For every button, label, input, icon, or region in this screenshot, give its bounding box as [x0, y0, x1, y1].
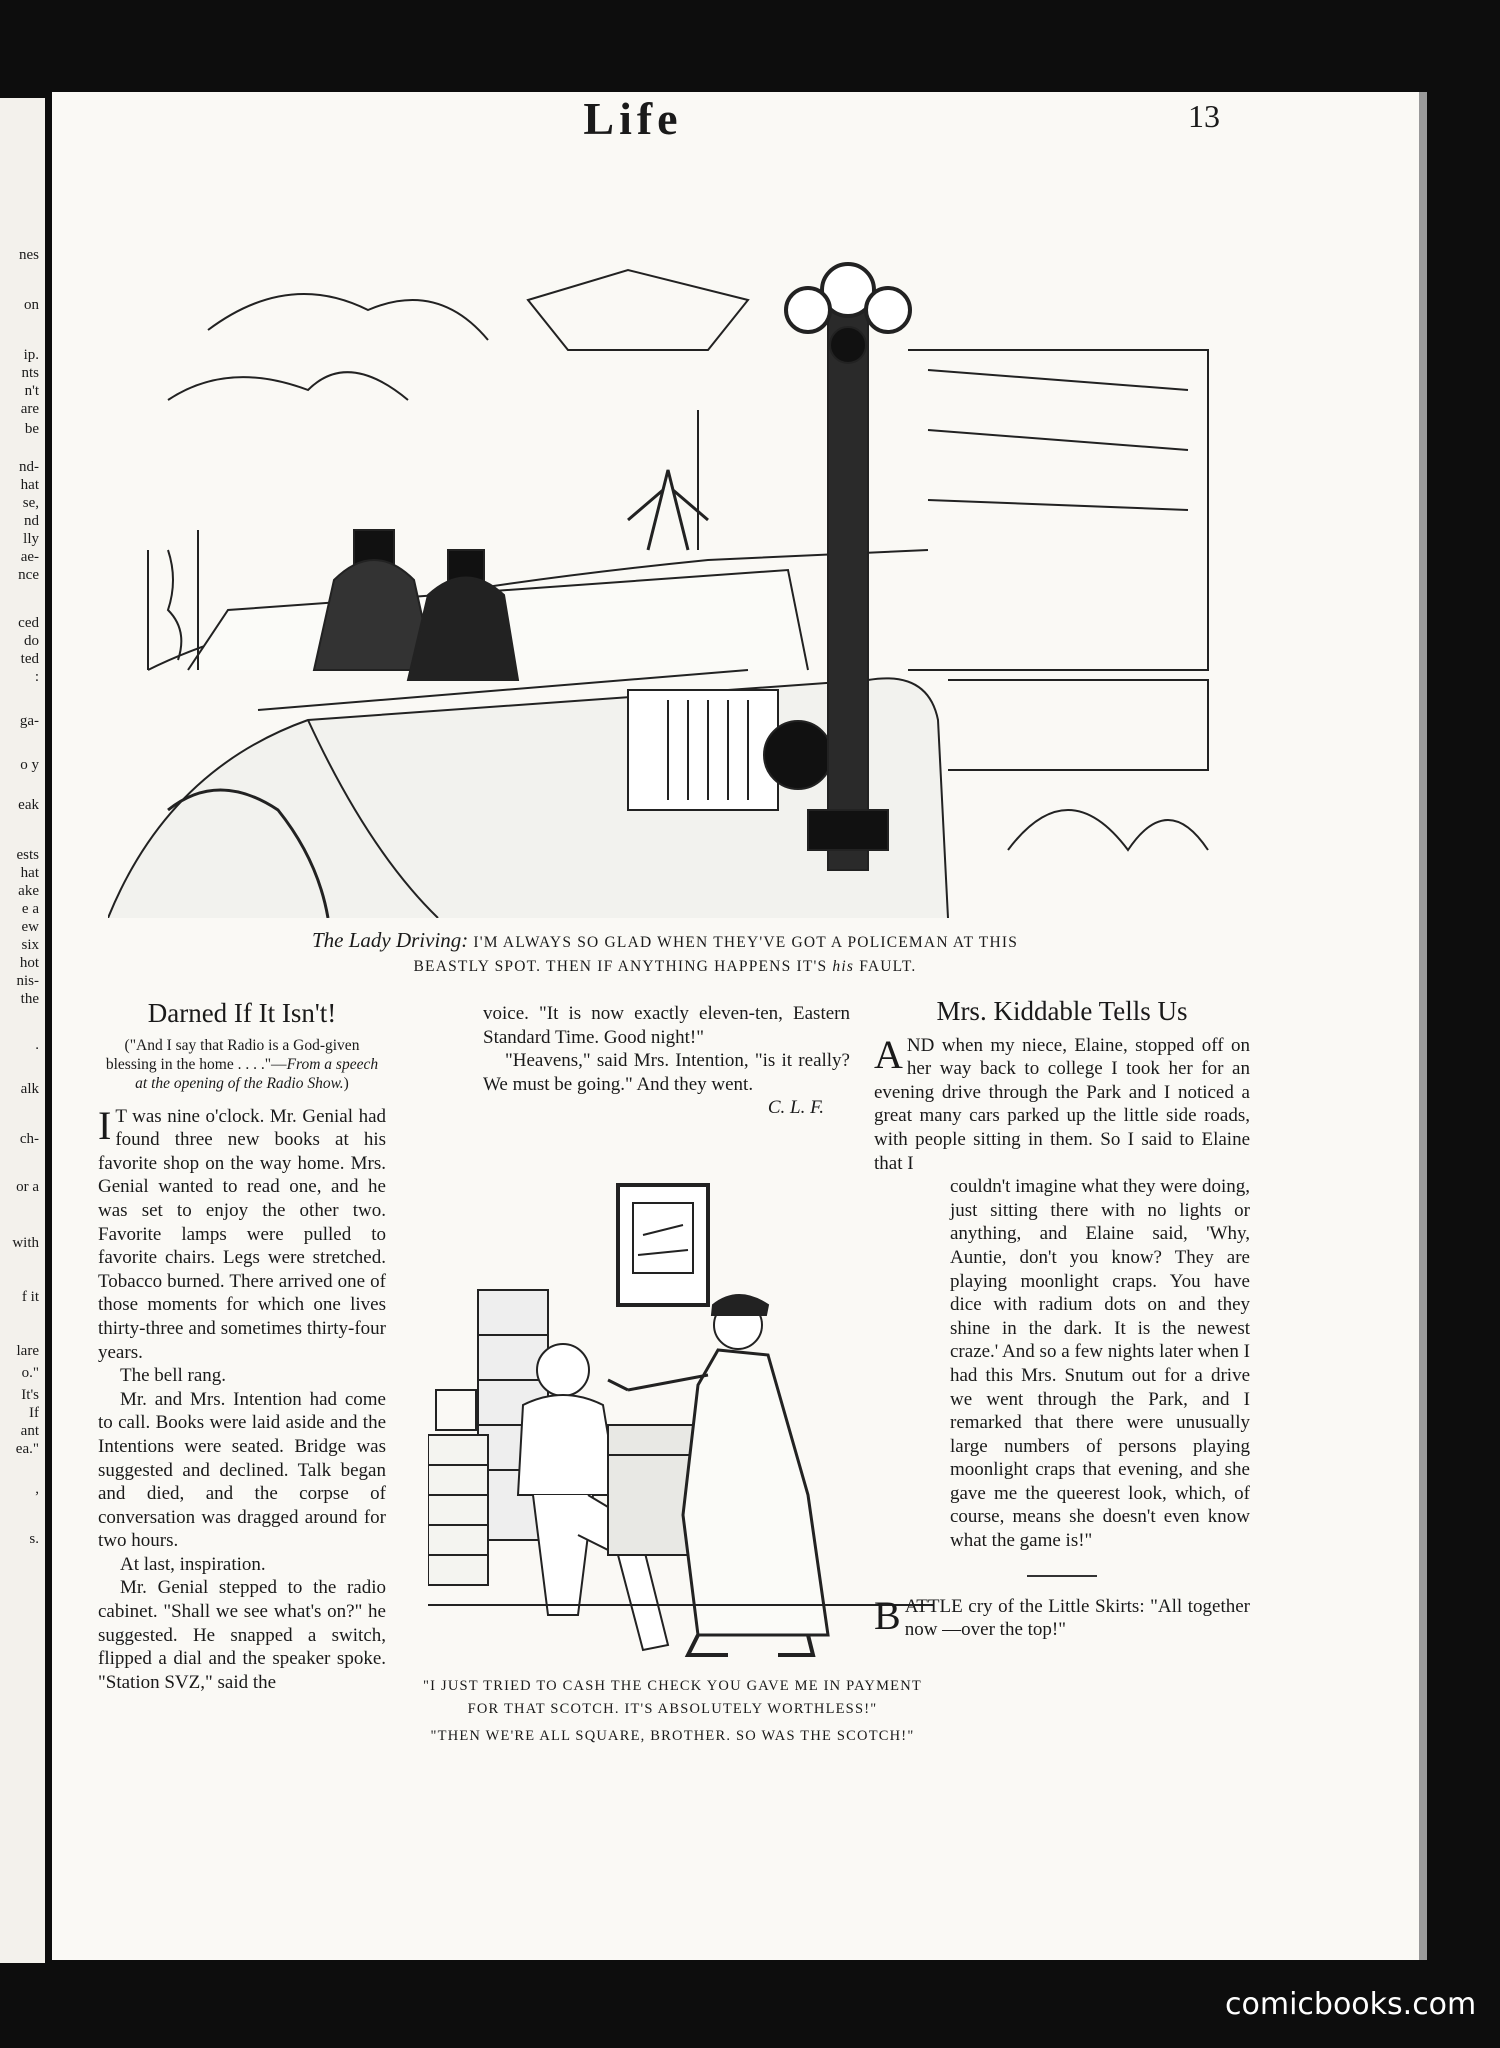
spine-text-fragment: with [12, 1235, 39, 1251]
top-cartoon-illustration [108, 250, 1218, 918]
spine-text-fragment: lare [16, 1343, 39, 1359]
epigraph-source: From a speech at the opening of the Radio Show. [135, 1055, 379, 1092]
spine-text-fragment: n't [24, 383, 39, 399]
spine-text-fragment: hat [20, 477, 39, 493]
article-title-kiddable: Mrs. Kiddable Tells Us [936, 996, 1188, 1026]
spine-text-fragment: ew [21, 919, 39, 935]
article-darned-continued [483, 1002, 850, 1120]
spine-text-fragment: eak [18, 797, 39, 813]
article2-paragraph-1b: couldn't imagine what they were doing, just sitting there with no lights or anything, and Elaine said, 'Why, Auntie, don't you know? They are playing moonlight craps. You have dice with radium dots on and they shine in the dark. It is the newest craze.' And so a few nights later when I had this Mrs. Snutum out for a drive we went through the Park, and I remarked that there were unusually large numbers of persons playing moonlight craps that evening, and she gave me the queerest look, which, of course, means she doesn't even know what the game is!" [950, 1176, 1250, 1552]
spine-text-fragment: alk [20, 1081, 39, 1097]
filler-text: ATTLE cry of the Little Skirts: "All together now —over the top!" [904, 1595, 1250, 1641]
article2-paragraph-1a: ND when my niece, Elaine, stopped off on her way back to college I took her for an evening drive through the Park and I noticed a great many cars parked up the little side roads, with people sitting in them. So I said to Elaine that I [874, 1034, 1250, 1174]
spine-text-fragment: o." [21, 1365, 39, 1381]
spine-text-fragment: lly [23, 531, 39, 547]
spine-text-fragment: ae- [20, 549, 39, 565]
spine-text-fragment: f it [21, 1289, 39, 1305]
spine-text-fragment: hot [19, 955, 39, 971]
article-darned-column [98, 998, 386, 1694]
spine-text-fragment: nd [24, 513, 39, 529]
spine-text-fragment: It's [21, 1387, 39, 1403]
spine-text-fragment: If [29, 1405, 39, 1421]
article1-paragraph-2: The bell rang. [120, 1365, 227, 1387]
article-epigraph [98, 1036, 386, 1093]
spine-text-fragment: nts [21, 365, 39, 381]
section-divider [1027, 1575, 1097, 1577]
spine-text-fragment: or a [16, 1179, 39, 1195]
spine-text-fragment: ip. [23, 347, 39, 363]
caption-line-2a: BEASTLY SPOT. THEN IF ANYTHING HAPPENS IT'S [413, 958, 828, 975]
article1-paragraph-7: "Heavens," said Mrs. Intention, "is it really? We must be going." And they went. [483, 1050, 850, 1095]
spine-text-fragment: hat [20, 865, 39, 881]
spine-text-fragment: ests [16, 847, 39, 863]
spine-text-fragment: o y [20, 757, 39, 773]
drop-cap-i: I [98, 1102, 112, 1148]
spine-text-fragment: ga- [19, 713, 39, 729]
caption-dialogue-1: "I JUST TRIED TO CASH THE CHECK YOU GAVE ME IN PAYMENT FOR THAT SCOTCH. IT'S ABSOLUTELY WORTHLESS!" [423, 1678, 922, 1717]
check-cartoon-illustration [428, 1175, 933, 1665]
page-number: 13 [1188, 98, 1220, 134]
spine-text-fragment: are [20, 401, 39, 417]
spine-text-fragment: nce [18, 567, 39, 583]
caption-line-1: I'M ALWAYS SO GLAD WHEN THEY'VE GOT A POLICEMAN AT THIS [473, 934, 1019, 951]
drop-cap-b: B [874, 1592, 901, 1638]
drop-cap-a: A [874, 1031, 903, 1077]
epigraph-close: ) [343, 1074, 349, 1092]
spine-text-fragment: , [35, 1481, 39, 1497]
spine-text-fragment: . [35, 1037, 39, 1053]
caption-line-2b: FAULT. [859, 958, 917, 975]
article1-signature: C. L. F. [767, 1097, 824, 1119]
check-cartoon-caption [410, 1675, 935, 1748]
spine-text-fragment: nes [19, 247, 39, 263]
spine-text-fragment: ea." [15, 1441, 39, 1457]
page-edge-shadow [1419, 92, 1427, 1960]
spine-text-fragment: : [34, 669, 39, 685]
article1-paragraph-5: Mr. Genial stepped to the radio cabinet. "Shall we see what's on?" he suggested. He snapped a switch, flipped a dial and the speaker spoke. "Station SVZ," said the [98, 1577, 386, 1693]
spine-text-fragment: s. [29, 1531, 39, 1547]
spine-text-fragment: ant [20, 1423, 39, 1439]
caption-speaker: The Lady Driving: [311, 928, 469, 952]
article1-paragraph-3: Mr. and Mrs. Intention had come to call. Books were laid aside and the Intentions were seated. Bridge was suggested and declined. Talk began and died, and the corpse of conversation was dragged around for two hours. [98, 1388, 386, 1552]
spine-text-fragment: nis- [16, 973, 39, 989]
article-title-darned: Darned If It Isn't! [147, 998, 337, 1028]
article1-paragraph-4: At last, inspiration. [120, 1553, 266, 1575]
spine-text-fragment: do [24, 633, 39, 649]
top-cartoon-caption [150, 928, 1180, 979]
masthead-title: Life [583, 93, 683, 144]
spine-text-fragment: be [24, 421, 39, 437]
article1-paragraph-1: T was nine o'clock. Mr. Genial had found three new books at his favorite shop on the way home. Mrs. Genial wanted to read one, and he was set to enjoy the other two. Favorite lamps were pulled to favorite chairs. Legs were stretched. Tobacco burned. There arrived one of those moments for which one lives thirty-three and sometimes thirty-four years. [98, 1105, 386, 1363]
spine-text-fragment: six [21, 937, 39, 953]
spine-text-fragment: the [20, 991, 39, 1007]
spine-text-fragment: e a [21, 901, 39, 917]
spine-text-fragment: ted [20, 651, 39, 667]
epigraph-quote: ("And I say that Radio is a God-given blessing in the home . . . ."— [105, 1036, 360, 1073]
spine-text-fragment: on [24, 297, 39, 313]
article-kiddable-column [874, 996, 1250, 1642]
spine-text-fragment: ake [18, 883, 39, 899]
facing-page-edge [0, 98, 45, 1963]
spine-text-fragment: ced [18, 615, 39, 631]
spine-text-fragment: ch- [19, 1131, 39, 1147]
watermark-text: comicbooks.com [1225, 1987, 1477, 2022]
article1-paragraph-6: voice. "It is now exactly eleven-ten, Eastern Standard Time. Good night!" [483, 1003, 850, 1048]
spine-text-fragment: se, [22, 495, 39, 511]
caption-emphasis: his [832, 958, 855, 975]
caption-dialogue-2: "THEN WE'RE ALL SQUARE, BROTHER. SO WAS THE SCOTCH!" [430, 1728, 915, 1744]
spine-text-fragment: nd- [19, 459, 39, 475]
